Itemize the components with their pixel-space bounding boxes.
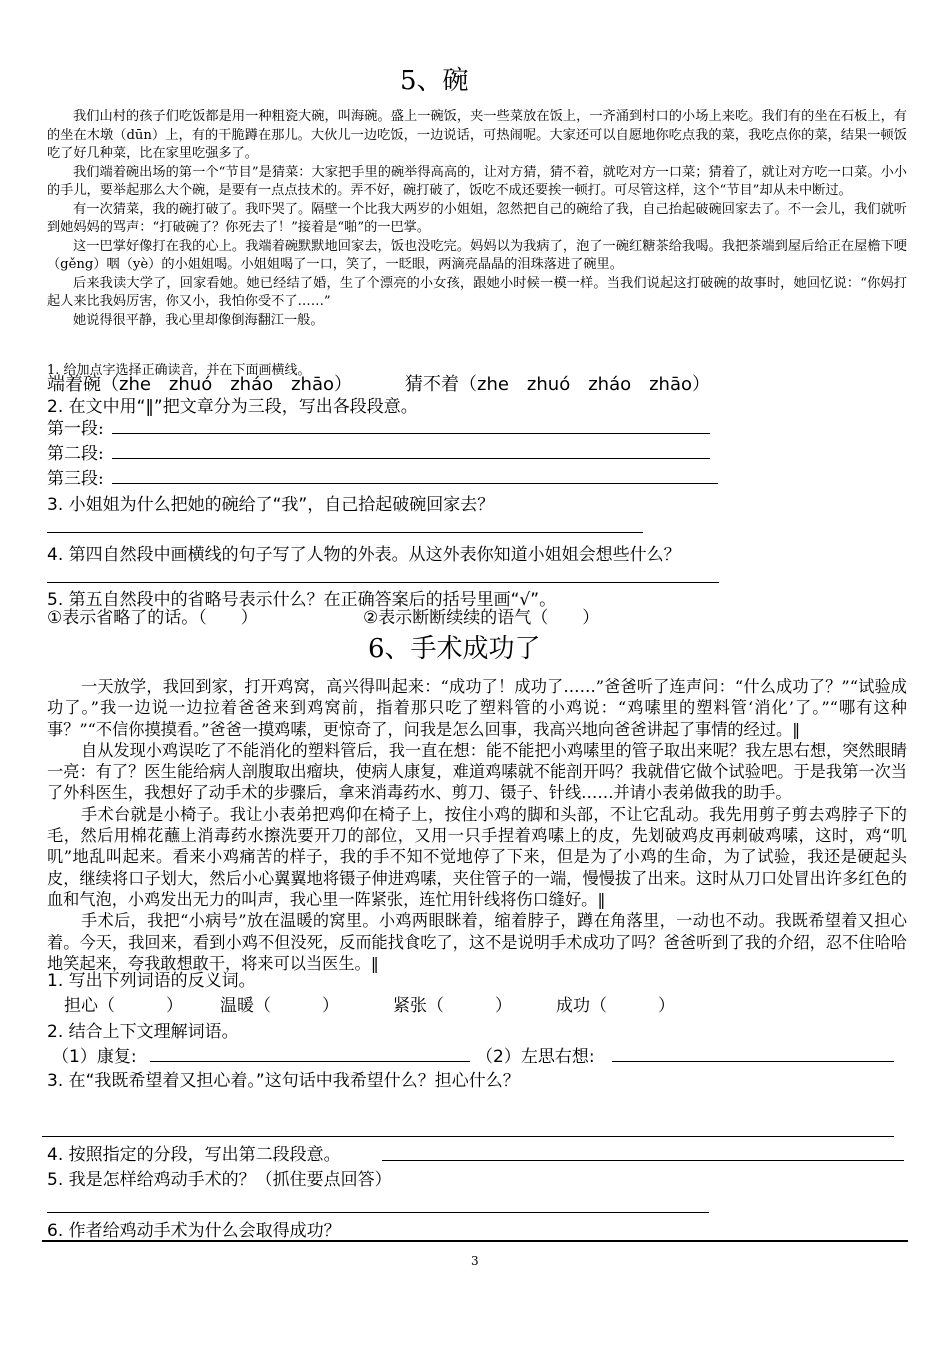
lesson5-q5-option-b: ②表示断断续续的语气（ ） [363,608,600,628]
lesson6-q6: 6. 作者给鸡动手术为什么会取得成功？ [47,1221,341,1241]
lesson6-q5-answer-line[interactable] [47,1212,709,1213]
lesson5-paragraph: 我们山村的孩子们吃饭都是用一种粗瓷大碗，叫海碗。盛上一碗饭，夹一些菜放在饭上，一齐涌到村口的小场上来吃。我们有的坐在石板上，有的坐在木墩（dūn）上，有的干脆蹲在那儿。大伙儿一边吃饭，一边说话，可热闹呢。大家还可以自愿地你吃点我的菜，我吃点你的菜，结果一顿饭吃了好几种菜，比在家里吃强多了。 [47,109,907,161]
antonym-chenggong[interactable]: 成功（ ） [556,996,675,1016]
lesson5-paragraph: 后来我读大学了，回家看她。她已经结了婚，生了个漂亮的小女孩，跟她小时候一模一样。当我们说起这打破碗的故事时，她回忆说：“你妈打起人来比我妈厉害，你又小，我怕你受不了……” [47,275,907,309]
lesson5-q1-option-a: 端着碗（zhe zhuó zháo zhāo） [47,374,353,395]
lesson6-q4: 4. 按照指定的分段，写出第二段段意。 [47,1145,341,1165]
lesson5-paragraph: 这一巴掌好像打在我的心上。我端着碗默默地回家去，饭也没吃完。妈妈以为我病了，泡了一碗红糖茶给我喝。我把茶端到屋后给正在屋檐下哽（gěng）咽（yè）的小姐姐喝。小姐姐喝了一口，笑了，一眨眼，两滴亮晶晶的泪珠落进了碗里。 [47,238,907,272]
lesson5-paragraph: 她说得很平静，我心里却像倒海翻江一般。 [73,312,324,328]
lesson5-q1-label: 1. 给加点字选择正确读音，并在下面画横线。 [47,363,311,378]
segment2-answer-line[interactable] [112,458,710,459]
lesson5-q4: 4. 第四自然段中画横线的句子写了人物的外表。从这外表你知道小姐姐会想些什么？ [47,545,681,565]
lesson5-paragraph: 我们端着碗出场的第一个“节目”是猜菜：大家把手里的碗举得高高的，让对方猜，猜不着，就吃对方一口菜；猜着了，就让对方吃一口菜。小小的手儿，要举起那么大个碗，是要有一点点技术的。弄不好，碗打破了，饭吃不成还要挨一顿打。可尽管这样，这个“节目”却从未中断过。 [47,164,907,198]
bottom-rule [42,1240,908,1242]
lesson6-q4-answer-line[interactable] [382,1160,904,1161]
lesson5-q5-option-a: ①表示省略了的话。（ ） [47,608,258,628]
lesson6-q3-answer-line[interactable] [42,1136,894,1137]
antonym-danxin[interactable]: 担心（ ） [64,996,183,1016]
segment3-label: 第三段: [47,469,104,489]
lesson6-paragraph: 手术台就是小椅子。我让小表弟把鸡仰在椅子上，按住小鸡的脚和头部，不让它乱动。我先用剪子剪去鸡脖子下的毛，然后用棉花蘸上消毒药水擦洗要开刀的部位，又用一只手捏着鸡嗉上的皮，先划破鸡皮再刺破鸡嗉，这时，鸡“叽叽”地乱叫起来。看来小鸡痛苦的样子，我的手不知不觉地停了下来，但是为了小鸡的生命，为了试验，我还是硬起头皮，继续将口子划大，然后小心翼翼地将镊子伸进鸡嗉，夹住管子的一端，慢慢拔了出来。这时从刀口处冒出许多红色的血和气泡，小鸡发出无力的叫声，我心里一阵紧张，连忙用针线将伤口缝好。‖ [47,804,907,909]
lesson6-paragraph: 一天放学，我回到家，打开鸡窝，高兴得叫起来：“成功了！成功了……”爸爸听了连声问：“什么成功了？”“试验成功了。”我一边说一边拉着爸爸来到鸡窝前，指着那只吃了塑料管的小鸡说：“鸡嗉里的塑料管‘消化’了。”“哪有这种事？”“不信你摸摸看。”爸爸一摸鸡嗉，更惊奇了，问我是怎么回事，我高兴地向爸爸讲起了事情的经过。‖ [47,677,907,739]
kangfu-answer-line[interactable] [150,1061,470,1062]
segment1-answer-line[interactable] [112,433,710,434]
lesson6-q3: 3. 在“我既希望着又担心着。”这句话中我希望什么？担心什么？ [47,1071,520,1091]
segment3-answer-line[interactable] [112,483,718,484]
lesson6-q2-zuosiyouxiang-label: （2）左思右想: [476,1047,595,1067]
lesson5-title: 5、碗 [400,66,469,96]
lesson6-q2-kangfu-label: （1）康复: [52,1047,137,1067]
lesson6-q5: 5. 我是怎样给鸡动手术的？（抓住要点回答） [47,1170,392,1190]
lesson5-passage [47,108,907,330]
segment1-label: 第一段: [47,419,104,439]
lesson5-q3-answer-line[interactable] [47,532,643,533]
segment2-label: 第二段: [47,444,104,464]
lesson5-q2: 2. 在文中用“‖”把文章分为三段，写出各段段意。 [47,397,418,417]
page-number: 3 [471,1254,479,1268]
zuosiyouxiang-answer-line[interactable] [612,1061,894,1062]
lesson5-paragraph: 有一次猜菜，我的碗打破了。我吓哭了。隔壁一个比我大两岁的小姐姐，忽然把自己的碗给了我，自己抬起破碗回家去了。不一会儿，我们就听到她妈妈的骂声：“打破碗了？你死去了！”接着是“啪”的一巴掌。 [47,201,907,235]
antonym-jinzhang[interactable]: 紧张（ ） [393,996,512,1016]
lesson6-paragraph: 自从发现小鸡误吃了不能消化的塑料管后，我一直在想：能不能把小鸡嗉里的管子取出来呢？我左思右想，突然眼睛一亮：有了？医生能给病人剖腹取出瘤块，使病人康复，难道鸡嗉就不能剖开吗？我就借它做个试验吧。于是我第一次当了外科医生，我想好了动手术的步骤后，拿来消毒药水、剪刀、镊子、针线……并请小表弟做我的助手。 [47,740,907,803]
lesson6-passage [47,676,907,974]
lesson5-q3: 3. 小姐姐为什么把她的碗给了“我”，自己拾起破碗回家去？ [47,495,495,515]
lesson5-q1-option-b: 猜不着（zhe zhuó zháo zhāo） [405,374,711,395]
lesson5-q4-answer-line[interactable] [47,582,719,583]
lesson6-paragraph: 手术后，我把“小病号”放在温暖的窝里。小鸡两眼眯着，缩着脖子，蹲在角落里，一动也不动。我既希望着又担心着。今天，我回来，看到小鸡不但没死，反而能找食吃了，这不是说明手术成功了吗？爸爸听到了我的介绍，忍不住哈哈地笑起来，夸我敢想敢干，将来可以当医生。‖ [47,911,907,973]
lesson5-q5: 5. 第五自然段中的省略号表示什么？在正确答案后的括号里画“√”。 [47,590,557,610]
lesson6-title: 6、手术成功了 [368,634,541,664]
lesson6-q2: 2. 结合上下文理解词语。 [47,1022,239,1042]
antonym-wennuan[interactable]: 温暖（ ） [220,996,339,1016]
lesson6-q1: 1. 写出下列词语的反义词。 [47,971,256,991]
